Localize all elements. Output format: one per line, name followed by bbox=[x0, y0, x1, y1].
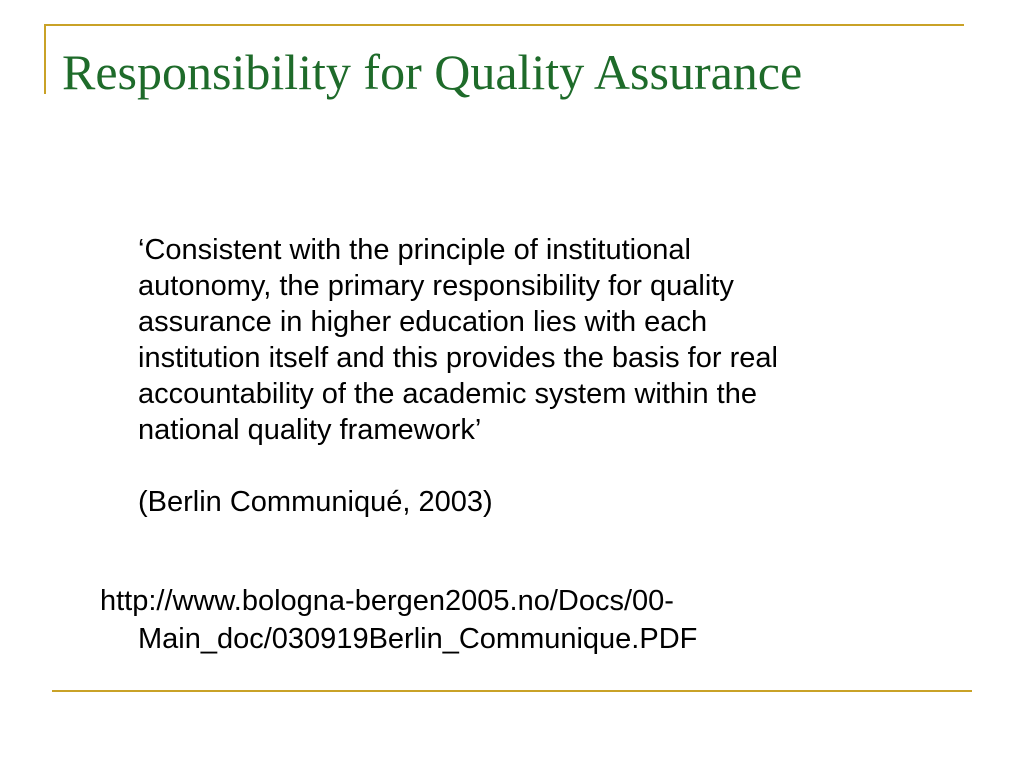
quote-line: assurance in higher education lies with each bbox=[138, 306, 708, 338]
quote-line: national quality framework’ bbox=[138, 414, 482, 446]
quote-line: accountability of the academic system within the bbox=[138, 378, 757, 410]
source-link-line: http://www.bologna-bergen2005.no/Docs/00- bbox=[100, 585, 674, 617]
quote-line: ‘Consistent with the principle of institutional bbox=[138, 234, 691, 266]
source-link[interactable] bbox=[100, 582, 697, 658]
quote-line: institution itself and this provides the basis for real bbox=[138, 342, 778, 374]
citation: (Berlin Communiqué, 2003) bbox=[138, 486, 493, 518]
source-link-line: Main_doc/030919Berlin_Communique.PDF bbox=[138, 623, 698, 655]
quote-line: autonomy, the primary responsibility for quality bbox=[138, 270, 734, 302]
quote-block bbox=[138, 232, 978, 448]
left-border-line bbox=[44, 24, 46, 94]
bottom-border-line bbox=[52, 690, 972, 692]
slide-title: Responsibility for Quality Assurance bbox=[62, 44, 803, 100]
top-border-line bbox=[44, 24, 964, 26]
